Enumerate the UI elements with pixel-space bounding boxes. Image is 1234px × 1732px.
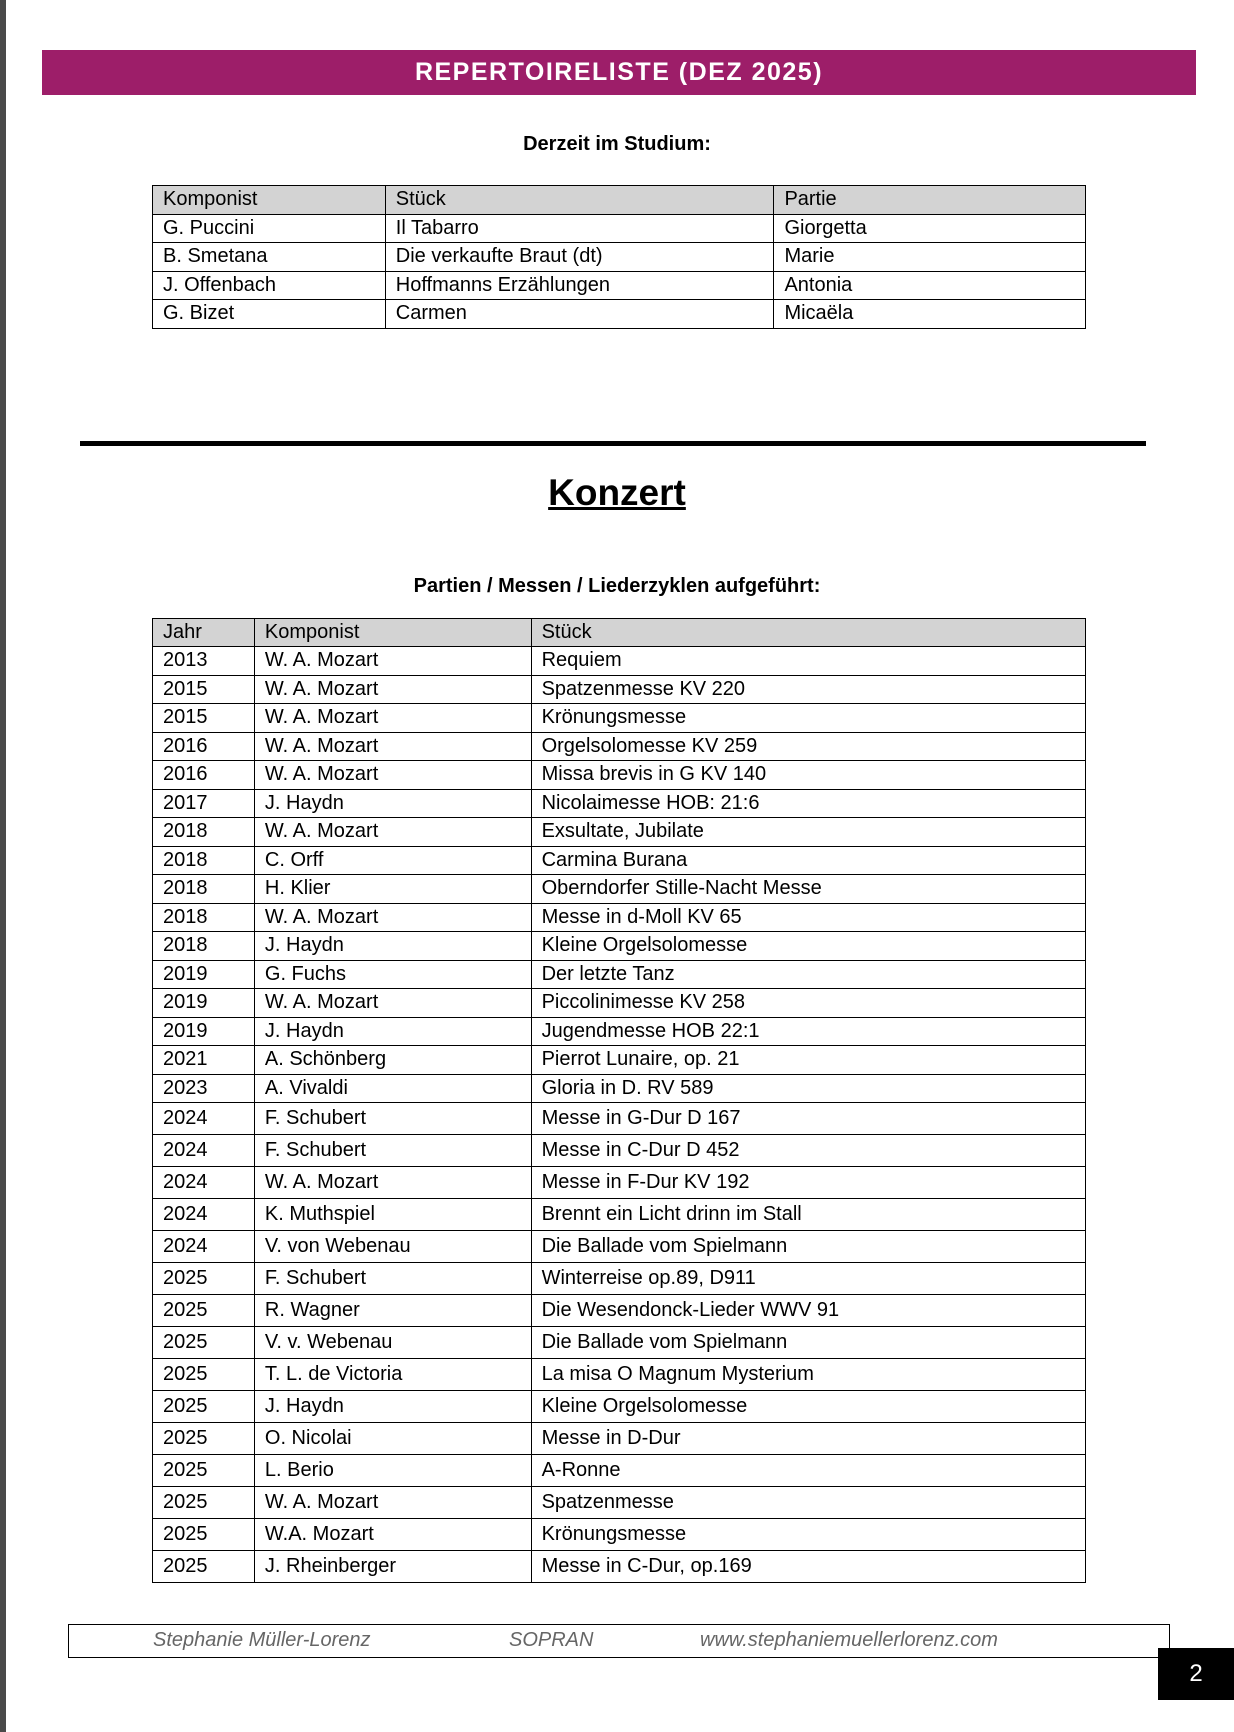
table-row (153, 989, 1086, 1018)
table-cell: Antonia (774, 271, 1086, 300)
table-cell: Messe in d-Moll KV 65 (531, 903, 1085, 932)
table-cell: F. Schubert (254, 1103, 531, 1135)
table-cell: Spatzenmesse KV 220 (531, 675, 1085, 704)
table-row (153, 675, 1086, 704)
footer-website-link[interactable]: www.stephaniemuellerlorenz.com (700, 1629, 998, 1651)
table-cell: 2025 (153, 1519, 255, 1551)
page-number: 2 (1158, 1648, 1234, 1700)
table-cell: O. Nicolai (254, 1423, 531, 1455)
footer (68, 1624, 1170, 1658)
table-row (153, 704, 1086, 733)
table-cell: Krönungsmesse (531, 1519, 1085, 1551)
table-cell: Gloria in D. RV 589 (531, 1074, 1085, 1103)
table-cell: W.A. Mozart (254, 1519, 531, 1551)
table-cell: W. A. Mozart (254, 1167, 531, 1199)
table-row (153, 1074, 1086, 1103)
table-row (153, 1167, 1086, 1199)
table-cell: G. Bizet (153, 300, 386, 329)
table-row (153, 1519, 1086, 1551)
table-cell: G. Puccini (153, 214, 386, 243)
table-cell: Kleine Orgelsolomesse (531, 1391, 1085, 1423)
table-cell: Il Tabarro (385, 214, 774, 243)
table-cell: Brennt ein Licht drinn im Stall (531, 1199, 1085, 1231)
table-cell: W. A. Mozart (254, 903, 531, 932)
table-row (153, 903, 1086, 932)
table-cell: W. A. Mozart (254, 704, 531, 733)
table-cell: 2025 (153, 1327, 255, 1359)
table-cell: 2013 (153, 647, 255, 676)
table-cell: K. Muthspiel (254, 1199, 531, 1231)
column-header: Stück (385, 186, 774, 215)
table-row (153, 1487, 1086, 1519)
table-cell: Micaëla (774, 300, 1086, 329)
table-cell: L. Berio (254, 1455, 531, 1487)
table-cell: J. Offenbach (153, 271, 386, 300)
table-row (153, 647, 1086, 676)
table-header-row (153, 619, 1086, 647)
table-row (153, 846, 1086, 875)
table-cell: T. L. de Victoria (254, 1359, 531, 1391)
page-title: REPERTOIRELISTE (DEZ 2025) (42, 50, 1196, 95)
table-cell: 2025 (153, 1487, 255, 1519)
table-cell: 2018 (153, 903, 255, 932)
table-cell: 2024 (153, 1199, 255, 1231)
table-cell: G. Fuchs (254, 960, 531, 989)
table-row (153, 732, 1086, 761)
table-cell: W. A. Mozart (254, 675, 531, 704)
table-row (153, 1199, 1086, 1231)
table-cell: W. A. Mozart (254, 818, 531, 847)
table-row (153, 1295, 1086, 1327)
table-cell: R. Wagner (254, 1295, 531, 1327)
table-cell: 2016 (153, 732, 255, 761)
concert-table (152, 618, 1086, 1583)
table-row (153, 960, 1086, 989)
table-row (153, 1359, 1086, 1391)
section-title: Konzert (548, 472, 686, 513)
table-cell: 2015 (153, 675, 255, 704)
table-cell: 2018 (153, 846, 255, 875)
table-cell: J. Rheinberger (254, 1551, 531, 1583)
table-cell: Carmen (385, 300, 774, 329)
table-cell: Winterreise op.89, D911 (531, 1263, 1085, 1295)
table-cell: Der letzte Tanz (531, 960, 1085, 989)
table-cell: H. Klier (254, 875, 531, 904)
table-cell: Die Ballade vom Spielmann (531, 1231, 1085, 1263)
table-cell: F. Schubert (254, 1135, 531, 1167)
table-cell: W. A. Mozart (254, 761, 531, 790)
table-cell: W. A. Mozart (254, 732, 531, 761)
table-cell: 2025 (153, 1295, 255, 1327)
table-cell: W. A. Mozart (254, 989, 531, 1018)
table-row (153, 932, 1086, 961)
table-cell: 2018 (153, 932, 255, 961)
table-cell: Hoffmanns Erzählungen (385, 271, 774, 300)
table-row (153, 1391, 1086, 1423)
table-row (153, 300, 1086, 329)
table-row (153, 1327, 1086, 1359)
table-cell: 2024 (153, 1135, 255, 1167)
table-cell: Carmina Burana (531, 846, 1085, 875)
table-cell: Exsultate, Jubilate (531, 818, 1085, 847)
table-cell: Piccolinimesse KV 258 (531, 989, 1085, 1018)
table-cell: 2024 (153, 1103, 255, 1135)
table-row (153, 875, 1086, 904)
footer-voice-type: SOPRAN (509, 1629, 594, 1651)
table-row (153, 271, 1086, 300)
table-cell: Spatzenmesse (531, 1487, 1085, 1519)
table-cell: 2025 (153, 1423, 255, 1455)
table-cell: Nicolaimesse HOB: 21:6 (531, 789, 1085, 818)
table-cell: 2019 (153, 960, 255, 989)
column-header: Komponist (153, 186, 386, 215)
table-cell: Die Wesendonck-Lieder WWV 91 (531, 1295, 1085, 1327)
table-cell: 2015 (153, 704, 255, 733)
table-cell: 2025 (153, 1359, 255, 1391)
table-cell: Die Ballade vom Spielmann (531, 1327, 1085, 1359)
table-row (153, 1046, 1086, 1075)
column-header: Partie (774, 186, 1086, 215)
table-cell: B. Smetana (153, 243, 386, 272)
table-cell: A-Ronne (531, 1455, 1085, 1487)
table-row (153, 1017, 1086, 1046)
table-row (153, 214, 1086, 243)
table-cell: 2025 (153, 1263, 255, 1295)
table-cell: Messe in C-Dur, op.169 (531, 1551, 1085, 1583)
table-row (153, 1551, 1086, 1583)
table-cell: Missa brevis in G KV 140 (531, 761, 1085, 790)
table-cell: Jugendmesse HOB 22:1 (531, 1017, 1085, 1046)
column-header: Komponist (254, 619, 531, 647)
table-row (153, 818, 1086, 847)
table-cell: Messe in D-Dur (531, 1423, 1085, 1455)
table-cell: J. Haydn (254, 932, 531, 961)
table-row (153, 243, 1086, 272)
table-cell: Marie (774, 243, 1086, 272)
section-divider (80, 441, 1146, 446)
table-cell: J. Haydn (254, 1391, 531, 1423)
table-cell: 2025 (153, 1391, 255, 1423)
table-cell: 2016 (153, 761, 255, 790)
table-cell: Orgelsolomesse KV 259 (531, 732, 1085, 761)
table-cell: Messe in G-Dur D 167 (531, 1103, 1085, 1135)
column-header: Stück (531, 619, 1085, 647)
table-row (153, 1263, 1086, 1295)
table-cell: Kleine Orgelsolomesse (531, 932, 1085, 961)
table-cell: Giorgetta (774, 214, 1086, 243)
table-cell: 2021 (153, 1046, 255, 1075)
table-cell: La misa O Magnum Mysterium (531, 1359, 1085, 1391)
table-cell: 2019 (153, 989, 255, 1018)
table-cell: 2025 (153, 1551, 255, 1583)
table-cell: C. Orff (254, 846, 531, 875)
table-cell: 2025 (153, 1455, 255, 1487)
page-edge (0, 0, 6, 1732)
table-cell: A. Schönberg (254, 1046, 531, 1075)
table-row (153, 1231, 1086, 1263)
footer-name: Stephanie Müller-Lorenz (153, 1629, 371, 1651)
column-header: Jahr (153, 619, 255, 647)
table-cell: W. A. Mozart (254, 647, 531, 676)
table-cell: 2024 (153, 1231, 255, 1263)
table-cell: 2018 (153, 818, 255, 847)
table-row (153, 789, 1086, 818)
table-cell: J. Haydn (254, 1017, 531, 1046)
table-row (153, 1423, 1086, 1455)
table-cell: 2024 (153, 1167, 255, 1199)
table-cell: Messe in C-Dur D 452 (531, 1135, 1085, 1167)
table-cell: J. Haydn (254, 789, 531, 818)
table-cell: Die verkaufte Braut (dt) (385, 243, 774, 272)
table-cell: Pierrot Lunaire, op. 21 (531, 1046, 1085, 1075)
table-cell: V. v. Webenau (254, 1327, 531, 1359)
table-cell: F. Schubert (254, 1263, 531, 1295)
table-cell: 2017 (153, 789, 255, 818)
table-row (153, 761, 1086, 790)
table-cell: 2018 (153, 875, 255, 904)
table-row (153, 1135, 1086, 1167)
table-cell: Requiem (531, 647, 1085, 676)
table-cell: Messe in F-Dur KV 192 (531, 1167, 1085, 1199)
table-cell: 2023 (153, 1074, 255, 1103)
concert-heading: Partien / Messen / Liederzyklen aufgeführt: (413, 575, 821, 597)
table-cell: Krönungsmesse (531, 704, 1085, 733)
study-heading: Derzeit im Studium: (523, 133, 711, 155)
table-cell: V. von Webenau (254, 1231, 531, 1263)
table-cell: W. A. Mozart (254, 1487, 531, 1519)
table-row (153, 1103, 1086, 1135)
study-table (152, 185, 1086, 329)
table-cell: 2019 (153, 1017, 255, 1046)
table-cell: A. Vivaldi (254, 1074, 531, 1103)
table-cell: Oberndorfer Stille-Nacht Messe (531, 875, 1085, 904)
table-header-row (153, 186, 1086, 215)
table-row (153, 1455, 1086, 1487)
